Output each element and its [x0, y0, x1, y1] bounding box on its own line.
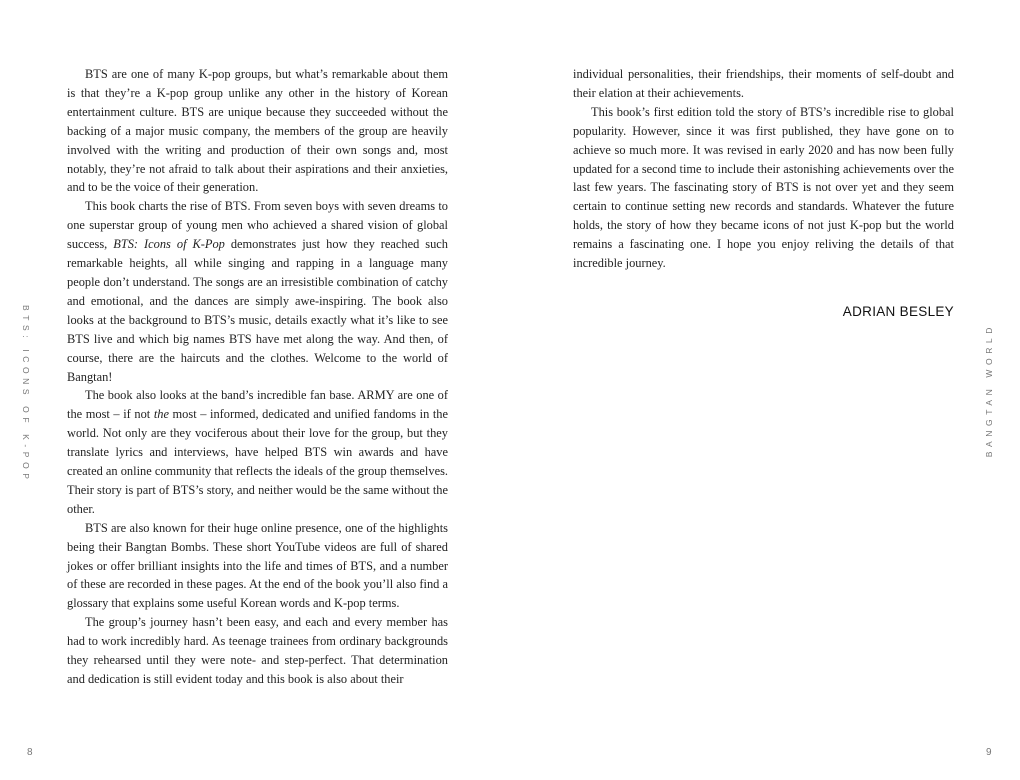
emphasis: the: [153, 407, 169, 422]
paragraph: This book charts the rise of BTS. From seven boys with seven dreams to one superstar group of young men who achieved a shared vision of global success, BTS: Icons of K-Pop demonstrates just how they reached such remarkable heights, all while singing and rapping in a language many people don’t understand. The songs are an irresistible combination of catchy and emotional, and the dances are simply awe-inspiring. The book also looks at the background to BTS’s music, details exactly what it’s like to see BTS live and which big names BTS have met along the way. And then, of course, there are the haircuts and the clothes. Welcome to the world of Bangtan!: [67, 199, 449, 384]
left-page-text: [67, 65, 448, 689]
paragraph: The book also looks at the band’s incredible fan base. ARMY are one of the most – if not the most – informed, dedicated and unified fandoms in the world. Not only are they vociferous about their love for the group, but they translate lyrics and interviews, have helped BTS win awards and have created an online community that reflects the ideals of the group themselves. Their story is part of BTS’s story, and neither would be the same without the other.: [67, 388, 449, 516]
right-page-text: [573, 65, 954, 273]
page-number-left: 8: [27, 747, 33, 758]
author-signature: ADRIAN BESLEY: [842, 304, 954, 319]
running-head-left: BTS: ICONS OF K-POP: [21, 305, 31, 484]
paragraph: The group’s journey hasn’t been easy, and each and every member has had to work incredibly hard. As teenage trainees from ordinary backgrounds they rehearsed until they were note- and step-perfect. That determination and dedication is still evident today and this book is also about their: [67, 615, 448, 686]
paragraph: BTS are one of many K-pop groups, but what’s remarkable about them is that they’re a K-pop group unlike any other in the history of Korean entertainment culture. BTS are unique because they succeeded without the backing of a major music company, the members of the group are heavily involved with the writing and production of their own songs and, most notably, they’re not afraid to talk about their aspirations and their anxieties, and to be the voice of their generation.: [67, 67, 448, 195]
book-title: BTS: Icons of K-Pop: [113, 237, 225, 252]
paragraph: This book’s first edition told the story of BTS’s incredible rise to global popularity. However, since it was first published, they have gone on to achieve so much more. It was revised in early 2020 and has now been fully updated for a second time to include their astonishing achievements over the last few years. The fascinating story of BTS is not over yet and they seem certain to continue setting new records and standards. Whatever the future holds, the story of how they became icons of not just K-pop but the world remains a fascinating one. I hope you enjoy reliving the details of that incredible journey.: [573, 104, 954, 271]
paragraph: individual personalities, their friendships, their moments of self-doubt and their elation at their achievements.: [573, 67, 954, 100]
paragraph: BTS are also known for their huge online presence, one of the highlights being their Bangtan Bombs. These short YouTube videos are full of shared jokes or offer brilliant insights into the life and times of BTS, and a number of these are recorded in these pages. At the end of the book you’ll also find a glossary that explains some useful Korean words and K-pop terms.: [67, 520, 448, 611]
page-number-right: 9: [986, 747, 992, 758]
running-head-right: BANGTAN WORLD: [984, 323, 994, 458]
